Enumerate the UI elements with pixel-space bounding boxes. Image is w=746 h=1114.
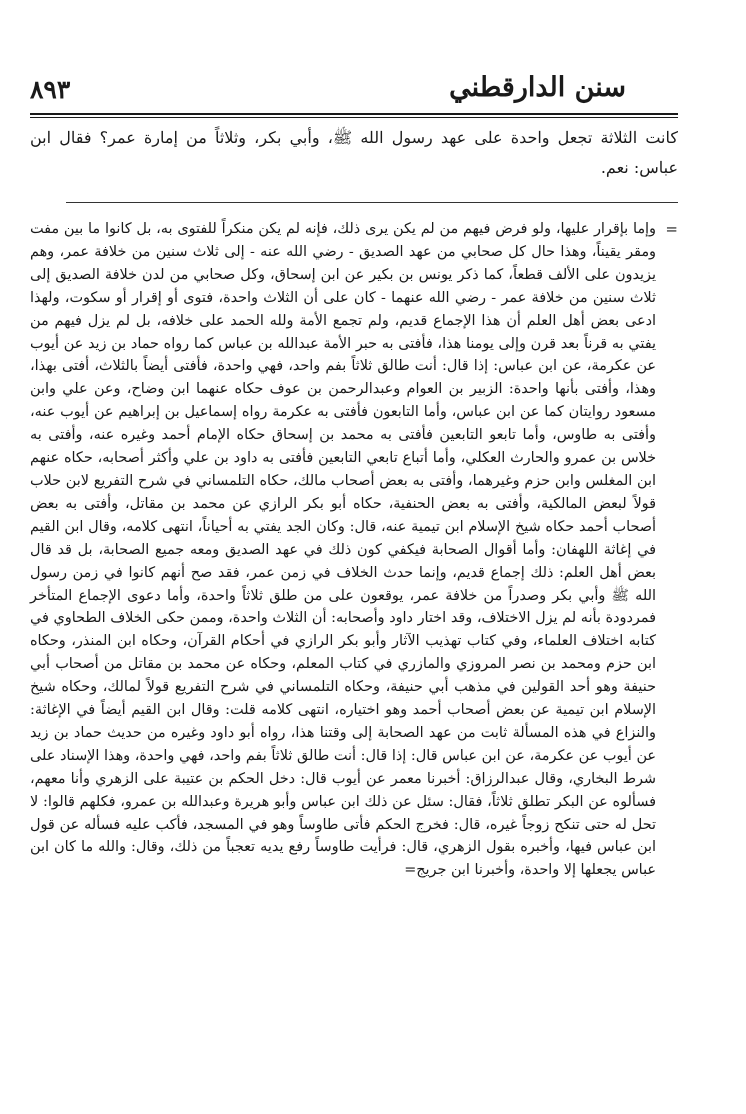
continuation-marker: = bbox=[665, 220, 678, 238]
footnote-block bbox=[30, 218, 678, 882]
header-rule bbox=[30, 113, 678, 115]
main-hadith-text: كانت الثلاثة تجعل واحدة على عهد رسول الله ﷺ، وأبي بكر، وثلاثاً من إمارة عمر؟ فقال ابن عباس: نعم. bbox=[30, 128, 678, 177]
header-rule-thin bbox=[30, 117, 678, 118]
page-title: سنن الدارقطني bbox=[449, 72, 626, 103]
footnote-text: وإما بإقرار عليها، ولو فرض فيهم من لم يكن يرى ذلك، فإنه لم يكن منكراً للفتوى به، بل كانوا ما بين مفت ومقر يقيناً، وهذا حال كل صحابي من عهد الصديق - رضي الله عنه - إلى ثلاث سنين من خلافة عمر، وهم يزيدون على الألف قطعاً، كما ذكر يونس بن بكير عن ابن إسحاق، وكل صحابي من لدن خلافة الصديق إلى ثلاث سنين من خلافة عمر - رضي الله عنهما - كان على أن الثلاث واحدة، فتوى أو إقرار أو سكوت، ولهذا ادعى بعض أهل العلم أن هذا الإجماع قديم، ولم تجمع الأمة ولله الحمد على خلافه، بل لم يزل فيهم من يفتي به قرناً بعد قرن وإلى يومنا هذا، فأفتى به حبر الأمة عبدالله بن عباس كما رواه حماد بن زيد عن أيوب عن عكرمة، عن ابن عباس: إذا قال: أنت طالق ثلاثاً بفم واحد، فهي واحدة، فأفتى أيضاً بالثلاث، أفتى بهذا، وهذا، وأفتى بأنها واحدة: الزبير بن العوام وعبدالرحمن بن عوف حكاه عنهما ابن وضاح، وعن علي وابن مسعود روايتان كما عن ابن عباس، وأما التابعون فأفتى به عكرمة رواه إسماعيل بن إبراهيم عن أيوب عنه، وأفتى به طاوس، وأما تابعو التابعين فأفتى به محمد بن إسحاق حكاه الإمام أحمد وغيره عنه، وأفتى به خلاس بن عمرو والحارث العكلي، وأما أتباع تابعي التابعين فأفتى به داود بن علي وأكثر أصحابه، حكاه عنهم ابن المغلس وابن حزم وغيرهما، وأفتى به بعض أصحاب مالك، حكاه التلمساني في شرح التفريع لابن حلاب قولاً لبعض المالكية، وأفتى به بعض الحنفية، حكاه أبو بكر الرازي عن محمد بن مقاتل، وأفتى به بعض أصحاب أحمد حكاه شيخ الإسلام ابن تيمية عنه، قال: وكان الجد يفتي به أحياناً، انتهى كلامه، وقال ابن القيم في إغاثة اللهفان: وأما أقوال الصحابة فيكفي كون ذلك في عهد الصديق ومعه جميع الصحابة، بل قد قال بعض أهل العلم: ذلك إجماع قديم، وإنما حدث الخلاف في زمن عمر، فقد صح أنهم كانوا في زمن رسول الله ﷺ وأبي بكر وصدراً من خلافة عمر، يوقعون على من طلق ثلاثاً واحدة، وأما دعوى الإجماع المتأخر فمردودة بأنه لم يزل الاختلاف، وقد اختار داود وأصحابه: أن الثلاث واحدة، وممن حكى الخلاف الطحاوي في كتابه اختلاف العلماء، وفي كتاب تهذيب الآثار وأبو بكر الرازي في أحكام القرآن، وحكاه ابن المنذر، وحكاه ابن حزم ومحمد بن نصر المروزي والمازري في كتاب المعلم، وحكاه عن محمد بن مقاتل من أصحاب أبي حنيفة وهو أحد القولين في مذهب أبي حنيفة، وحكاه التلمساني في شرح التفريع قولاً لمالك، وحكاه شيخ الإسلام ابن تيمية عن بعض أصحاب أحمد وهو اختياره، انتهى كلامه قلت: وقال ابن القيم أيضاً في الإغاثة: والنزاع في هذه المسألة ثابت من عهد الصحابة إلى وقتنا هذا، رواه أبو داود وغيره من حديث حماد بن زيد عن أيوب عن عكرمة، عن ابن عباس قال: إذا قال: أنت طالق ثلاثاً بفم واحد، فهي واحدة، وهذا الإسناد على شرط البخاري، وقال عبدالرزاق: أخبرنا معمر عن أيوب قال: دخل الحكم بن عتيبة على الزهري وأنا معهم، فسألوه عن البكر تطلق ثلاثاً، فقال: سئل عن ذلك ابن عباس وأبو هريرة وعبدالله بن عمرو، فكلهم قالوا: لا تحل له حتى تنكح زوجاً غيره، قال: فخرج الحكم فأتى طاوساً وهو في المسجد، فأكب عليه فسأله عن قول ابن عباس فيها، وأخبره بقول الزهري، قال: فرأيت طاوساً رفع يديه تعجباً من ذلك، وقال: والله ما كان ابن عباس يجعلها إلا واحدة، وأخبرنا ابن جريج= bbox=[30, 221, 656, 879]
page-number: ٨٩٣ bbox=[30, 75, 71, 104]
footnote-divider bbox=[66, 202, 678, 203]
